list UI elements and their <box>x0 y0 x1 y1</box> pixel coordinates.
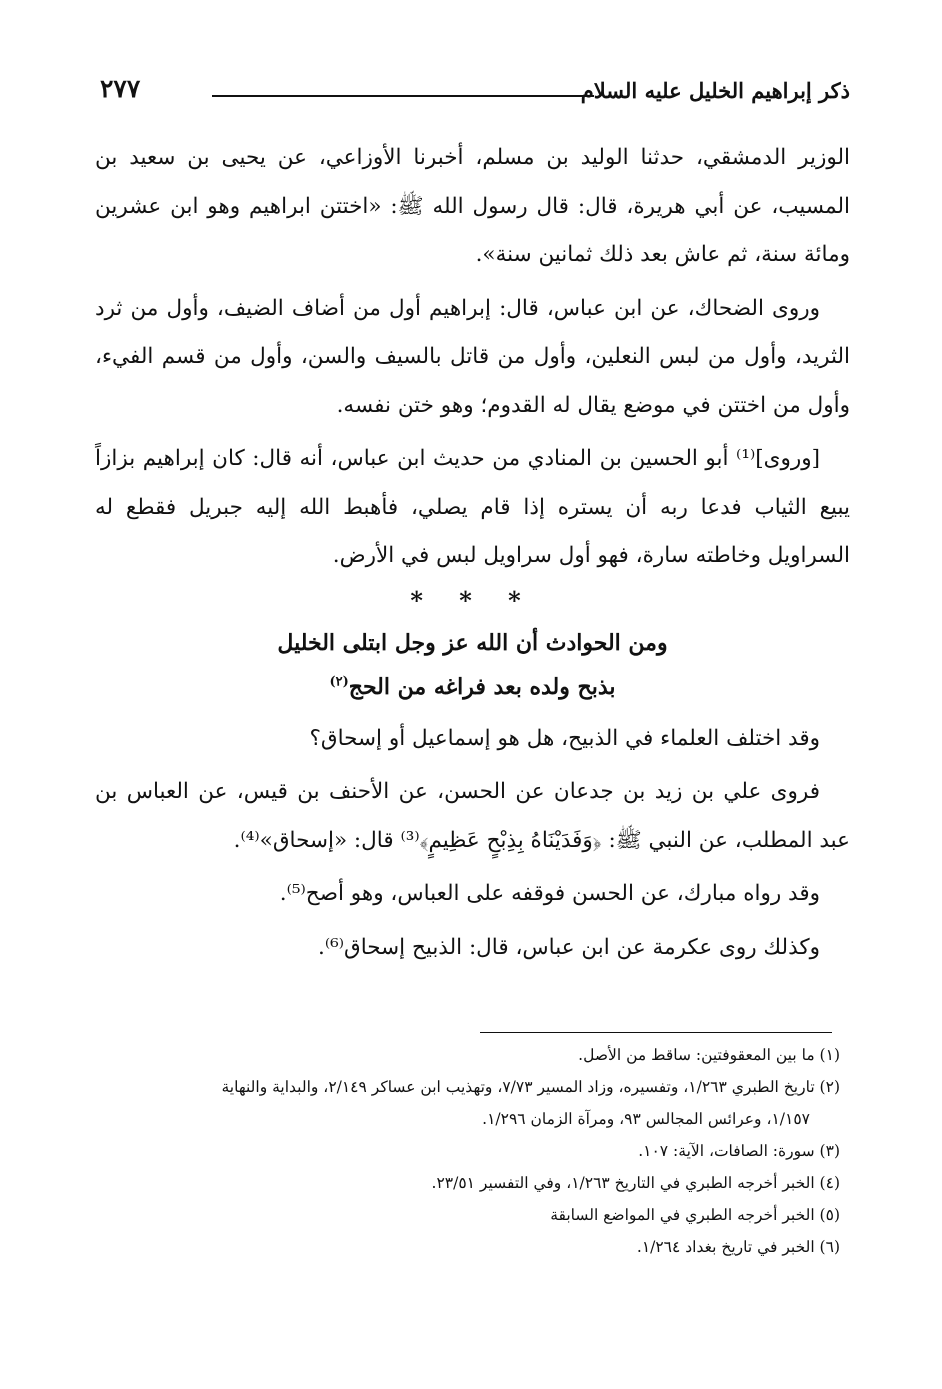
footnote-2: (٢) تاريخ الطبري ١/٢٦٣، وتفسيره، وزاد المسير ٧/٧٣، وتهذيب ابن عساكر ٢/١٤٩، والبداية والنهاية <box>221 1078 840 1096</box>
paragraph-1: الوزير الدمشقي، حدثنا الوليد بن مسلم، أخبرنا الأوزاعي، عن يحيى بن سعيد بن المسيب، عن أبي هريرة، قال: قال رسول الله ﷺ: «اختتن ابراهيم وهو ابن عشرين ومائة سنة، ثم عاش بعد ذلك ثمانين سنة». <box>95 145 850 267</box>
paragraph-6: وقد رواه مبارك، عن الحسن فوقفه على العباس، وهو أصح⁽⁵⁾. <box>279 881 820 906</box>
heading-line-1: ومن الحوادث أن الله عز وجل ابتلى الخليل <box>277 629 668 656</box>
main-text <box>95 134 850 977</box>
paragraph-2: وروى الضحاك، عن ابن عباس، قال: إبراهيم أول من أضاف الضيف، وأول من ثرد الثريد، وأول من لبس النعلين، وأول من قاتل بالسيف والسن، وأول من قسم الفيء، وأول من اختتن في موضع يقال له القدوم؛ وهو ختن نفسه. <box>95 295 851 418</box>
paragraph-4: وقد اختلف العلماء في الذبيح، هل هو إسماعيل أو إسحاق؟ <box>309 725 820 751</box>
footnote-2-continued: ١/١٥٧، وعرائس المجالس ٩٣، ومرآة الزمان ١/٢٩٦. <box>482 1110 810 1128</box>
heading-note-ref: (٢) <box>329 674 349 690</box>
footnote-6: (٦) الخبر في تاريخ بغداد ١/٢٦٤. <box>636 1238 840 1256</box>
footnote-4: (٤) الخبر أخرجه الطبري في التاريخ ١/٢٦٣، وفي التفسير ٢٣/٥١. <box>431 1174 840 1192</box>
heading-line-2-text: بذبح ولده بعد فراغه من الحج <box>348 673 616 700</box>
footnote-5: (٥) الخبر أخرجه الطبري في المواضع السابقة <box>550 1206 840 1224</box>
running-header <box>100 74 850 112</box>
footnote-1: (١) ما بين المعقوفتين: ساقط من الأصل. <box>578 1046 840 1064</box>
chapter-title: ذكر إبراهيم الخليل عليه السلام <box>580 78 850 103</box>
section-heading <box>95 621 850 709</box>
section-ornament: * * * <box>410 585 535 615</box>
heading-line-2 <box>95 665 850 709</box>
paragraph-3: [وروى]⁽¹⁾ أبو الحسين بن المنادي من حديث ابن عباس، أنه قال: كان إبراهيم بزازاً يبيع الثياب فدعا ربه أن يستره إذا قام يصلي، فأهبط الله إليه جبريل فقطع له السراويل وخاطته سارة، فهو أول سراويل لبس في الأرض. <box>95 446 850 568</box>
footnote-3: (٣) سورة: الصافات، الآية: ١٠٧. <box>638 1142 840 1160</box>
page-number: ٢٧٧ <box>100 74 141 103</box>
footnotes <box>95 1040 840 1264</box>
paragraph-5: فروى علي بن زيد بن جدعان عن الحسن، عن الأحنف بن قيس، عن العباس بن عبد المطلب، عن النبي ﷺ: ﴿وَفَدَيْنَاهُ بِذِبْحٍ عَظِيمٍ﴾⁽³⁾ قال: «إسحاق»⁽⁴⁾. <box>95 779 850 853</box>
footnote-separator <box>480 1032 832 1033</box>
header-rule <box>212 95 594 97</box>
paragraph-7: وكذلك روى عكرمة عن ابن عباس، قال: الذبيح إسحاق⁽⁶⁾. <box>317 934 820 960</box>
